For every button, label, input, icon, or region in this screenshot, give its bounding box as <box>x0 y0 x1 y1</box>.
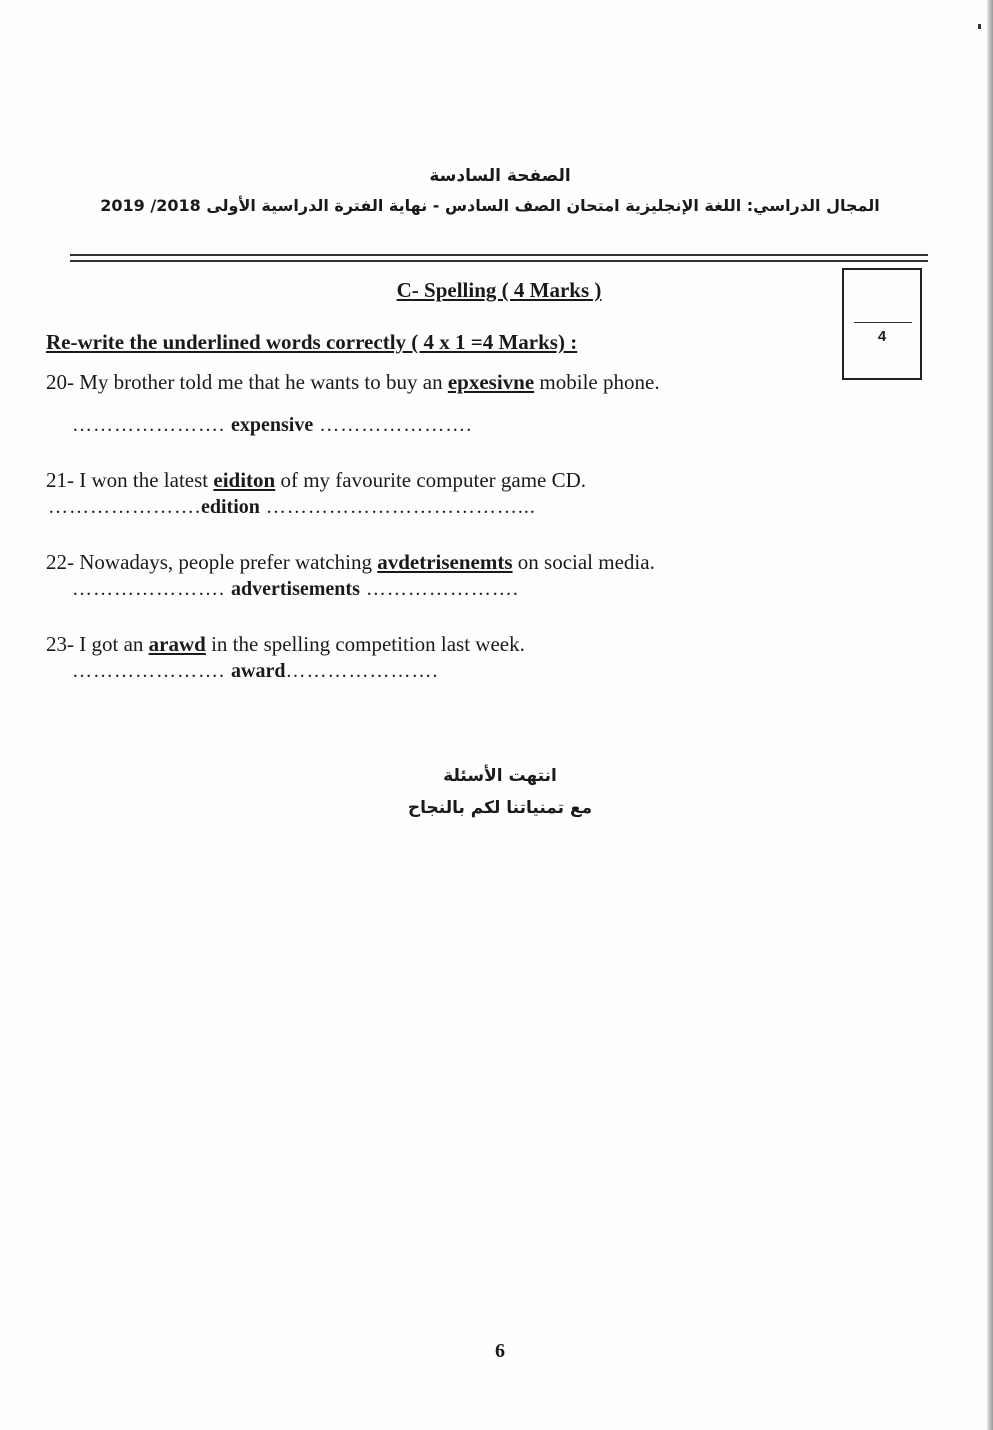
question-text: 23- I got an <box>46 632 149 656</box>
question-text: 21- I won the latest <box>46 468 214 492</box>
answer-dots: …………………. <box>72 660 231 682</box>
question-text: in the spelling competition last week. <box>205 632 525 656</box>
good-luck-wishes: مع تمنياتنا لكم بالنجاح <box>407 798 593 818</box>
answer-word: expensive <box>231 414 314 436</box>
answer-word: edition <box>201 496 260 518</box>
question-21 <box>46 468 586 493</box>
answer-dots: …………………. <box>313 414 473 436</box>
question-23 <box>46 632 525 657</box>
score-box <box>842 268 922 380</box>
double-line-separator <box>70 254 928 262</box>
answer-line-21 <box>48 496 536 519</box>
score-line <box>854 322 912 323</box>
score-total: 4 <box>877 328 887 345</box>
subject-line: المجال الدراسي: اللغة الإنجليزية امتحان الصف السادس - نهاية الفترة الدراسية الأولى 2018/ 2019 <box>100 196 880 215</box>
answer-line-22 <box>72 578 519 601</box>
misspelled-word: epxesivne <box>447 370 535 394</box>
page-edge-shadow <box>987 0 993 1430</box>
answer-dots: …………………. <box>359 578 519 600</box>
question-text: mobile phone. <box>534 370 660 394</box>
question-text: on social media. <box>512 550 655 574</box>
page-title: الصفحة السادسة <box>429 166 571 186</box>
misspelled-word: eiditon <box>213 468 276 492</box>
question-22 <box>46 550 655 575</box>
end-of-questions: انتهت الأسئلة <box>443 766 557 786</box>
instruction: Re-write the underlined words correctly ( 4 x 1 =4 Marks) : <box>46 330 578 354</box>
answer-dots: ………………………………... <box>259 496 536 518</box>
answer-dots: …………………. <box>285 660 439 682</box>
answer-dots: …………………. <box>48 496 201 518</box>
section-title: C- Spelling ( 4 Marks ) <box>396 278 602 302</box>
answer-line-20 <box>72 414 472 437</box>
question-20 <box>46 370 660 395</box>
answer-word: advertisements <box>231 578 360 600</box>
page-number: 6 <box>495 1340 505 1362</box>
answer-dots: …………………. <box>72 578 231 600</box>
answer-dots: …………………. <box>72 414 231 436</box>
question-text: of my favourite computer game CD. <box>275 468 587 492</box>
answer-line-23 <box>72 660 438 683</box>
misspelled-word: avdetrisenemts <box>377 550 513 574</box>
scan-mark <box>978 24 981 29</box>
answer-word: award <box>231 660 286 682</box>
misspelled-word: arawd <box>148 632 206 656</box>
question-text: 20- My brother told me that he wants to buy an <box>46 370 448 394</box>
question-text: 22- Nowadays, people prefer watching <box>46 550 378 574</box>
